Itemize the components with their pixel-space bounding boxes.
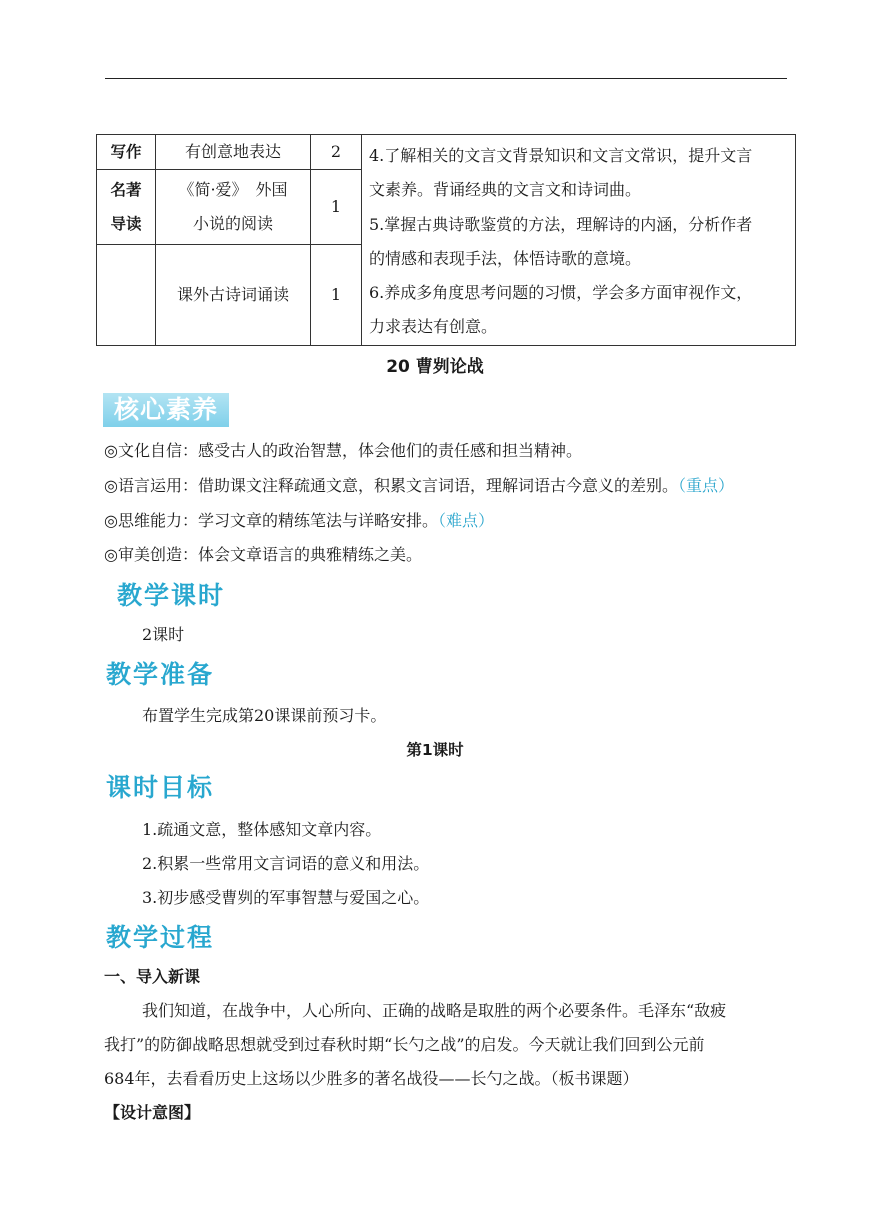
step-title: 一、导入新课 [104, 967, 201, 986]
lesson-title: 20 曹刿论战 [386, 357, 484, 377]
hours-text: 2课时 [142, 625, 185, 644]
core-item-text: ◎语言运用：借助课文注释疏通文意，积累文言词语，理解词语古今意义的差别。 [104, 476, 678, 495]
goal-line: 力求表达有创意。 [369, 317, 498, 337]
core-literacy-heading: 核心素养 [113, 395, 218, 424]
core-item-text: ◎思维能力：学习文章的精练笔法与详略安排。 [104, 511, 438, 530]
objective-item: 2.积累一些常用文言词语的意义和用法。 [142, 854, 430, 873]
table-row [97, 135, 796, 170]
core-item-text: ◎审美创造：体会文章语言的典雅精练之美。 [104, 545, 422, 564]
section-heading-hours: 教学课时 [117, 581, 226, 610]
core-item [104, 508, 494, 531]
core-item [104, 473, 734, 496]
content-line: 小说的阅读 [192, 213, 273, 233]
core-item [104, 542, 422, 565]
difficulty-tag: （难点） [437, 511, 494, 530]
goal-line: 5.掌握古典诗歌鉴赏的方法，理解诗的内涵，分析作者 [369, 214, 753, 234]
unit-plan-table [96, 134, 796, 346]
hours-cell: 1 [311, 244, 362, 345]
category-line: 名著 [110, 180, 142, 199]
period-title: 第1课时 [406, 741, 464, 759]
core-item [104, 438, 582, 461]
section-heading-objectives: 课时目标 [106, 773, 215, 802]
category-line: 导读 [110, 214, 142, 233]
goal-line: 的情感和表现手法，体悟诗歌的意境。 [369, 248, 642, 268]
prep-text: 布置学生完成第20课课前预习卡。 [142, 706, 387, 725]
process-paragraph-line: 我打”的防御战略思想就受到过春秋时期“长勺之战”的启发。今天就让我们回到公元前 [104, 1035, 705, 1054]
hours-cell: 1 [311, 170, 362, 245]
goal-line: 4.了解相关的文言文背景知识和文言文常识，提升文言 [369, 146, 753, 165]
process-paragraph-line: 684年，去看看历史上这场以少胜多的著名战役——长勺之战。（板书课题） [104, 1069, 639, 1088]
goals-cell [362, 135, 796, 346]
design-intent-label: 【设计意图】 [104, 1103, 201, 1122]
objective-item: 1.疏通文意，整体感知文章内容。 [142, 820, 382, 839]
key-point-tag: （重点） [677, 476, 734, 495]
content-cell: 课外古诗词诵读 [156, 244, 311, 345]
content-cell: 有创意地表达 [156, 135, 311, 170]
section-heading-process: 教学过程 [106, 923, 215, 952]
objective-item: 3.初步感受曹刿的军事智慧与爱国之心。 [142, 888, 430, 907]
core-item-text: ◎文化自信：感受古人的政治智慧，体会他们的责任感和担当精神。 [104, 441, 582, 460]
hours-cell: 2 [311, 135, 362, 170]
goal-line: 文素养。背诵经典的文言文和诗词曲。 [369, 180, 642, 200]
header-rule [105, 78, 787, 79]
category-cell [97, 170, 156, 245]
core-literacy-banner [103, 393, 229, 427]
category-cell: 写作 [97, 135, 156, 170]
content-cell [156, 170, 311, 245]
process-paragraph-line: 我们知道，在战争中，人心所向、正确的战略是取胜的两个必要条件。毛泽东“敌疲 [142, 1001, 727, 1020]
section-heading-prep: 教学准备 [106, 660, 215, 689]
category-cell [97, 244, 156, 345]
content-line: 《简·爱》 外国 [178, 179, 288, 199]
goal-line: 6.养成多角度思考问题的习惯，学会多方面审视作文， [369, 283, 753, 303]
